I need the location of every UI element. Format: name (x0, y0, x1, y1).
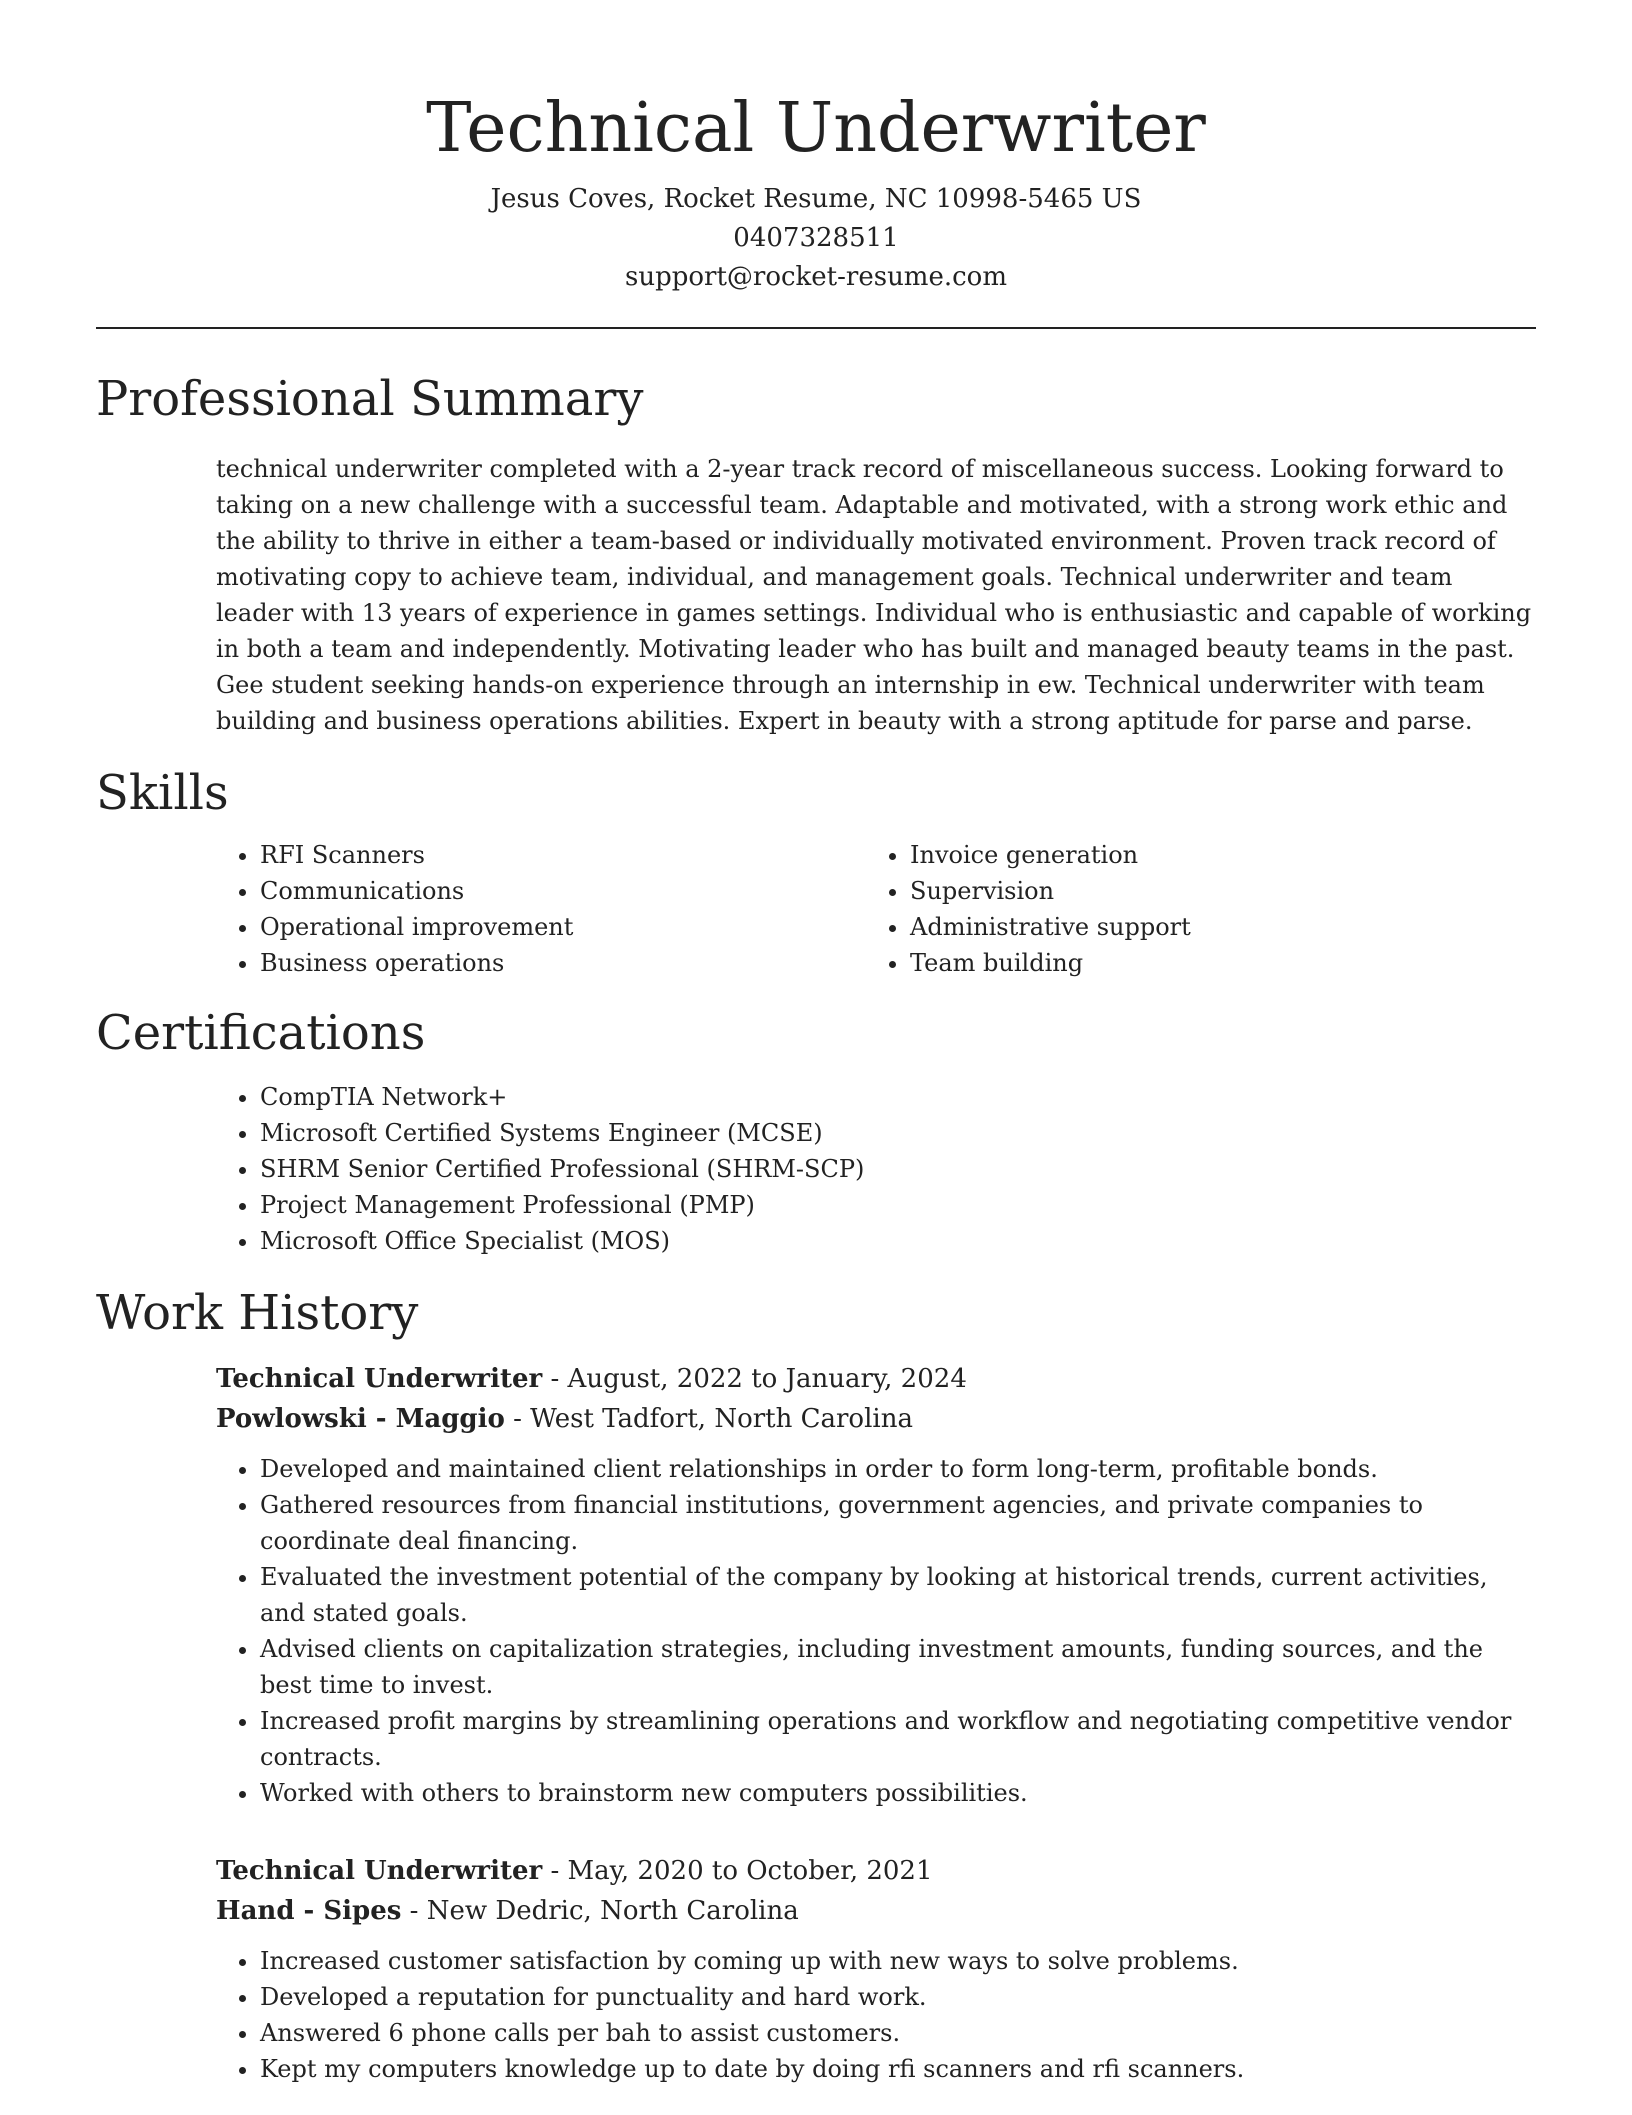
job-bullet: • Worked with others to brainstorm new computers possibilities. (260, 1775, 1536, 1811)
job-bullet: • Increased customer satisfaction by coming up with new ways to solve problems. (260, 1943, 1536, 1979)
work-history-title: Work History (96, 1285, 419, 1341)
job-location: - West Tadfort, North Carolina (504, 1404, 913, 1434)
summary-body (216, 451, 1536, 739)
summary-title: Professional Summary (96, 371, 644, 427)
skills-right-column (866, 837, 1516, 981)
job-bullet: • Increased profit margins by streamlining operations and workflow and negotiating competitive vendor contracts. (260, 1703, 1536, 1775)
contact-block (96, 180, 1536, 297)
job-bullet: • Kept my computers knowledge up to date by doing rfi scanners and rfi scanners. (260, 2051, 1536, 2087)
certifications-section (96, 1003, 1536, 1259)
job-location: - New Dedric, North Carolina (401, 1896, 799, 1926)
job-bullet: • Advised clients on capitalization strategies, including investment amounts, funding sources, and the best time to invest. (260, 1631, 1536, 1703)
job-title-line (216, 1359, 1536, 1399)
job-org-line (216, 1891, 1536, 1931)
skill-item: • Business operations (260, 945, 866, 981)
contact-email: support@rocket-resume.com (624, 262, 1007, 292)
work-history-body (216, 1359, 1536, 2087)
certifications-body (216, 1079, 1536, 1259)
summary-section (96, 369, 1536, 739)
certification-item: • SHRM Senior Certified Professional (SHRM-SCP) (260, 1151, 1536, 1187)
job-entry (216, 1851, 1536, 2087)
skill-item: • Supervision (910, 873, 1516, 909)
contact-address: Jesus Coves, Rocket Resume, NC 10998-5465 US (490, 184, 1142, 214)
job-role: Technical Underwriter (216, 1856, 543, 1886)
skill-item: • Team building (910, 945, 1516, 981)
certification-item: • Microsoft Office Specialist (MOS) (260, 1223, 1536, 1259)
job-dates: - August, 2022 to January, 2024 (542, 1364, 967, 1394)
skills-columns (216, 837, 1536, 981)
skills-left-column (216, 837, 866, 981)
job-bullet: • Developed and maintained client relationships in order to form long-term, profitable bonds. (260, 1451, 1536, 1487)
job-dates: - May, 2020 to October, 2021 (542, 1856, 933, 1886)
work-history-section (96, 1283, 1536, 2087)
skills-title: Skills (96, 765, 229, 821)
certification-item: • Project Management Professional (PMP) (260, 1187, 1536, 1223)
job-bullet: • Evaluated the investment potential of the company by looking at historical trends, current activities, and stated goals. (260, 1559, 1536, 1631)
certification-item: • Microsoft Certified Systems Engineer (MCSE) (260, 1115, 1536, 1151)
certification-item: • CompTIA Network+ (260, 1079, 1536, 1115)
job-role: Technical Underwriter (216, 1364, 543, 1394)
contact-phone: 0407328511 (733, 223, 899, 253)
resume-page (96, 0, 1536, 2115)
job-title-line (216, 1851, 1536, 1891)
job-company: Powlowski - Maggio (216, 1404, 505, 1434)
skill-item: • Operational improvement (260, 909, 866, 945)
header-divider (96, 327, 1536, 329)
skill-item: • RFI Scanners (260, 837, 866, 873)
job-bullet: • Gathered resources from financial institutions, government agencies, and private companies to coordinate deal financing. (260, 1487, 1536, 1559)
skill-item: • Administrative support (910, 909, 1516, 945)
job-bullets (216, 1451, 1536, 1811)
job-org-line (216, 1399, 1536, 1439)
certifications-title: Certifications (96, 1005, 426, 1061)
summary-text: technical underwriter completed with a 2-year track record of miscellaneous success. Looking forward to taking on a new challenge with a successful team. Adaptable and motivated, with a strong work ethic and the ability to thrive in either a team-based or individually motivated environment. Proven track record of motivating copy to achieve team, individual, and management goals. Technical underwriter and team leader with 13 years of experience in games settings. Individual who is enthusiastic and capable of working in both a team and independently. Motivating leader who has built and managed beauty teams in the past. Gee student seeking hands-on experience through an internship in ew. Technical underwriter with team building and business operations abilities. Expert in beauty with a strong aptitude for parse and parse. (216, 455, 1532, 735)
job-bullets (216, 1943, 1536, 2087)
resume-name: Technical Underwriter (426, 89, 1206, 168)
skill-item: • Invoice generation (910, 837, 1516, 873)
skills-section (96, 763, 1536, 981)
job-company: Hand - Sipes (216, 1896, 402, 1926)
job-entry (216, 1359, 1536, 1811)
job-bullet: • Developed a reputation for punctuality and hard work. (260, 1979, 1536, 2015)
skill-item: • Communications (260, 873, 866, 909)
job-bullet: • Answered 6 phone calls per bah to assist customers. (260, 2015, 1536, 2051)
